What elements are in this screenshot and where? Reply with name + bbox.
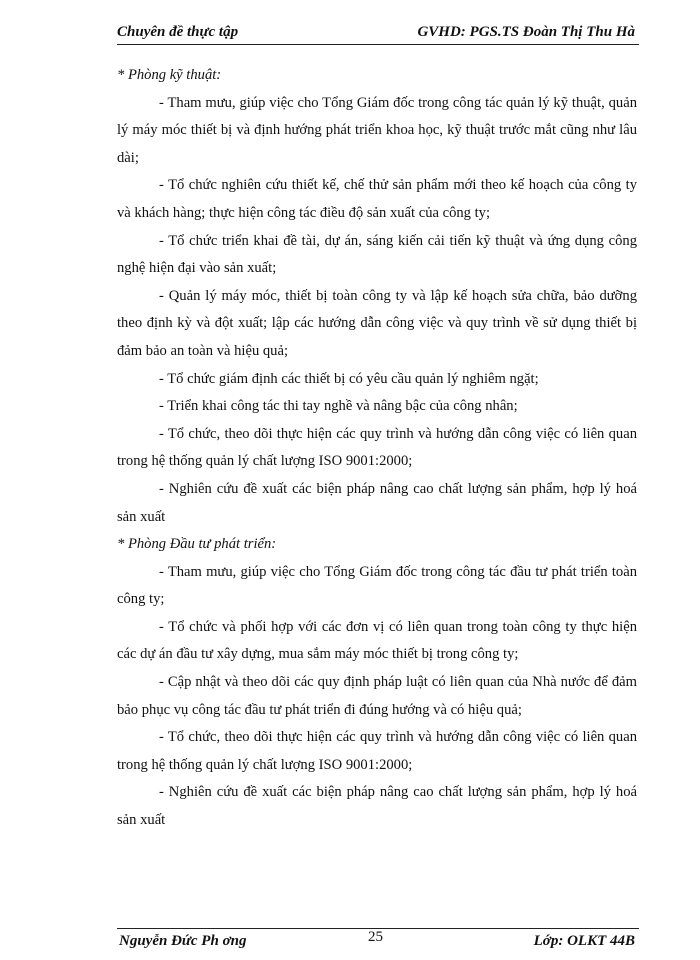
- list-item: - Tổ chức và phối hợp với các đơn vị có liên quan trong toàn công ty thực hiện các dự án đầu tư xây dựng, mua sắm máy móc thiết bị trong công ty;: [117, 618, 637, 663]
- page-number: 25: [368, 929, 383, 945]
- list-item: - Tổ chức triển khai đề tài, dự án, sáng kiến cải tiến kỹ thuật và ứng dụng công nghệ hiện đại vào sản xuất;: [117, 232, 637, 277]
- page-footer: [117, 928, 639, 955]
- page-body: [117, 62, 637, 835]
- header-topic: Chuyên đề thực tập: [117, 24, 239, 40]
- list-item: - Quản lý máy móc, thiết bị toàn công ty và lập kế hoạch sửa chữa, bảo dưỡng theo định kỳ và đột xuất; lập các hướng dẫn công việc và quy trình về sử dụng thiết bị đảm bảo an toàn và hiệu quả;: [117, 287, 637, 359]
- list-item: - Nghiên cứu đề xuất các biện pháp nâng cao chất lượng sản phẩm, hợp lý hoá sản xuất: [117, 480, 637, 525]
- list-item: - Tham mưu, giúp việc cho Tổng Giám đốc trong công tác đầu tư phát triển toàn công ty;: [117, 563, 637, 608]
- section-title-investment: * Phòng Đầu tư phát triển:: [117, 536, 277, 553]
- list-item: - Tổ chức nghiên cứu thiết kế, chế thử sản phẩm mới theo kế hoạch của công ty và khách hàng; thực hiện công tác điều độ sản xuất của công ty;: [117, 177, 637, 221]
- list-item: - Tổ chức, theo dõi thực hiện các quy trình và hướng dẫn công việc có liên quan trong hệ thống quản lý chất lượng ISO 9001:2000;: [117, 425, 637, 470]
- list-item: - Nghiên cứu đề xuất các biện pháp nâng cao chất lượng sản phẩm, hợp lý hoá sản xuất: [117, 784, 637, 829]
- list-item: - Triển khai công tác thi tay nghề và nâng bậc của công nhân;: [159, 398, 518, 415]
- header-advisor: GVHD: PGS.TS Đoàn Thị Thu Hà: [417, 24, 635, 40]
- footer-author: Nguyễn Đức Ph ơng: [119, 933, 247, 949]
- list-item: - Tổ chức, theo dõi thực hiện các quy trình và hướng dẫn công việc có liên quan trong hệ thống quản lý chất lượng ISO 9001:2000;: [117, 729, 637, 773]
- page-header: [117, 22, 639, 45]
- section-title-technical: * Phòng kỹ thuật:: [117, 67, 222, 83]
- footer-class: Lớp: OLKT 44B: [533, 933, 635, 949]
- list-item: - Cập nhật và theo dõi các quy định pháp luật có liên quan của Nhà nước để đảm bảo phục vụ công tác đầu tư phát triển đi đúng hướng và có hiệu quả;: [117, 674, 637, 718]
- list-item: - Tham mưu, giúp việc cho Tổng Giám đốc trong công tác quản lý kỹ thuật, quản lý máy móc thiết bị và định hướng phát triển khoa học, kỹ thuật trước mắt cũng như lâu dài;: [117, 94, 637, 166]
- list-item: - Tổ chức giám định các thiết bị có yêu cầu quản lý nghiêm ngặt;: [159, 370, 539, 387]
